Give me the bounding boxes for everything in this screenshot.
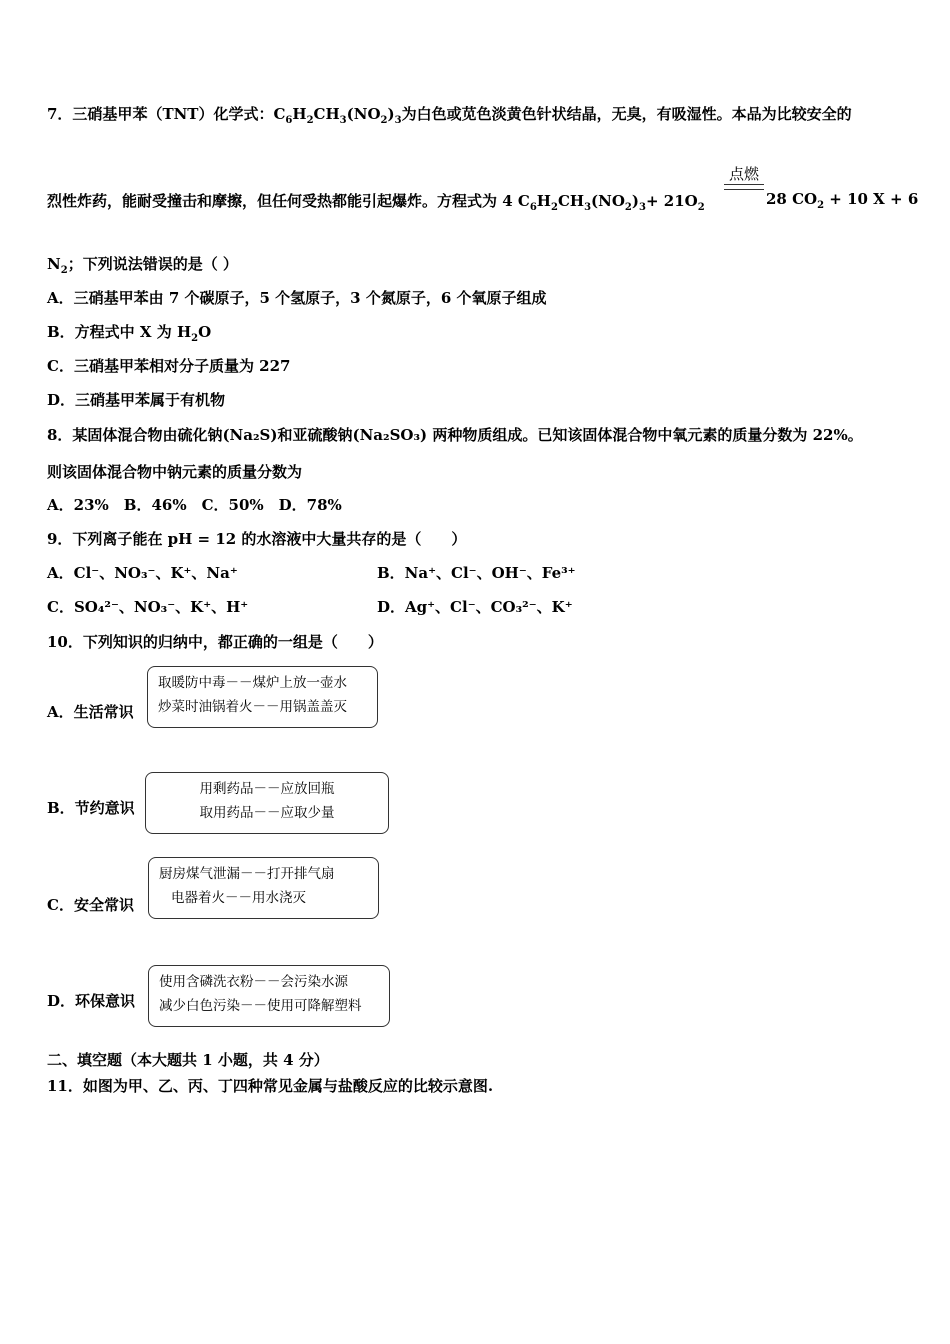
q10-a-box-line: 炒菜时油锅着火－－用锅盖盖灭 (158, 699, 347, 715)
q10-option-c-box (148, 857, 379, 919)
q7-option-a: A．三硝基甲苯由 7 个碳原子，5 个氢原子，3 个氮原子，6 个氧原子组成 (47, 289, 547, 307)
q10-option-a-label: A．生活常识 (47, 703, 134, 721)
q8-options: A．23% B．46% C．50% D．78% (47, 496, 342, 514)
q10-stem: 10．下列知识的归纳中，都正确的一组是（ ） (47, 633, 383, 651)
q9-option-c: C．SO₄²⁻、NO₃⁻、K⁺、H⁺ (47, 598, 249, 616)
q10-c-box-line: 电器着火－－用水浇灭 (171, 890, 306, 906)
section2-heading: 二、填空题（本大题共 1 小题，共 4 分） (47, 1051, 329, 1069)
q7-line2-products: 28 $CO_2 + 10$ X + 6 (766, 190, 919, 211)
q10-b-box-line: 用剩药品－－应放回瓶 (199, 781, 335, 797)
q10-option-d-box (148, 965, 390, 1027)
q8-line2: 则该固体混合物中钠元素的质量分数为 (47, 463, 303, 481)
q7-option-b: B．方程式中 X 为 $H_2O$ (47, 323, 212, 344)
q10-a-box-line: 取暖防中毒－－煤炉上放一壶水 (158, 675, 347, 691)
q10-option-d-label: D．环保意识 (47, 992, 136, 1010)
q10-option-b-label: B．节约意识 (47, 799, 135, 817)
q10-d-box-line: 减少白色污染－－使用可降解塑料 (159, 998, 362, 1014)
q10-d-box-line: 使用含磷洗衣粉－－会污染水源 (159, 974, 348, 990)
reaction-condition: 点燃 (728, 165, 759, 183)
q10-option-a-box (147, 666, 378, 728)
q7-line1: 7．三硝基甲苯（TNT）化学式：$C_6H_2CH_3(NO_2)_3$为白色或苋色淡黄色针状结晶，无臭，有吸湿性。本品为比较安全的 (47, 105, 852, 126)
q7-option-c: C．三硝基甲苯相对分子质量为 227 (47, 357, 291, 375)
q11-stem: 11．如图为甲、乙、丙、丁四种常见金属与盐酸反应的比较示意图. (47, 1077, 494, 1095)
q7-option-d: D．三硝基甲苯属于有机物 (47, 391, 226, 409)
q7-line2: 烈性炸药，能耐受撞击和摩擦，但任何受热都能引起爆炸。方程式为 4 $C_6H_2CH_3(NO_2)_3+ 21O_2$ (47, 192, 705, 213)
q9-option-d: D．Ag⁺、Cl⁻、CO₃²⁻、K⁺ (377, 598, 573, 616)
equals-sign (724, 184, 764, 190)
q9-option-b: B．Na⁺、Cl⁻、OH⁻、Fe³⁺ (377, 564, 576, 582)
q9-option-a: A．Cl⁻、NO₃⁻、K⁺、Na⁺ (47, 564, 238, 582)
q10-option-b-box (145, 772, 389, 834)
q9-stem: 9．下列离子能在 pH = 12 的水溶液中大量共存的是（ ） (47, 530, 467, 548)
q8-line1: 8．某固体混合物由硫化钠(Na₂S)和亚硫酸钠(Na₂SO₃) 两种物质组成。已知该固体混合物中氧元素的质量分数为 22%。 (47, 426, 863, 444)
q10-c-box-line: 厨房煤气泄漏－－打开排气扇 (159, 866, 335, 882)
q10-b-box-line: 取用药品－－应取少量 (199, 805, 335, 821)
q10-option-c-label: C．安全常识 (47, 896, 134, 914)
q7-line3: $N_2$；下列说法错误的是（ ） (47, 255, 238, 276)
